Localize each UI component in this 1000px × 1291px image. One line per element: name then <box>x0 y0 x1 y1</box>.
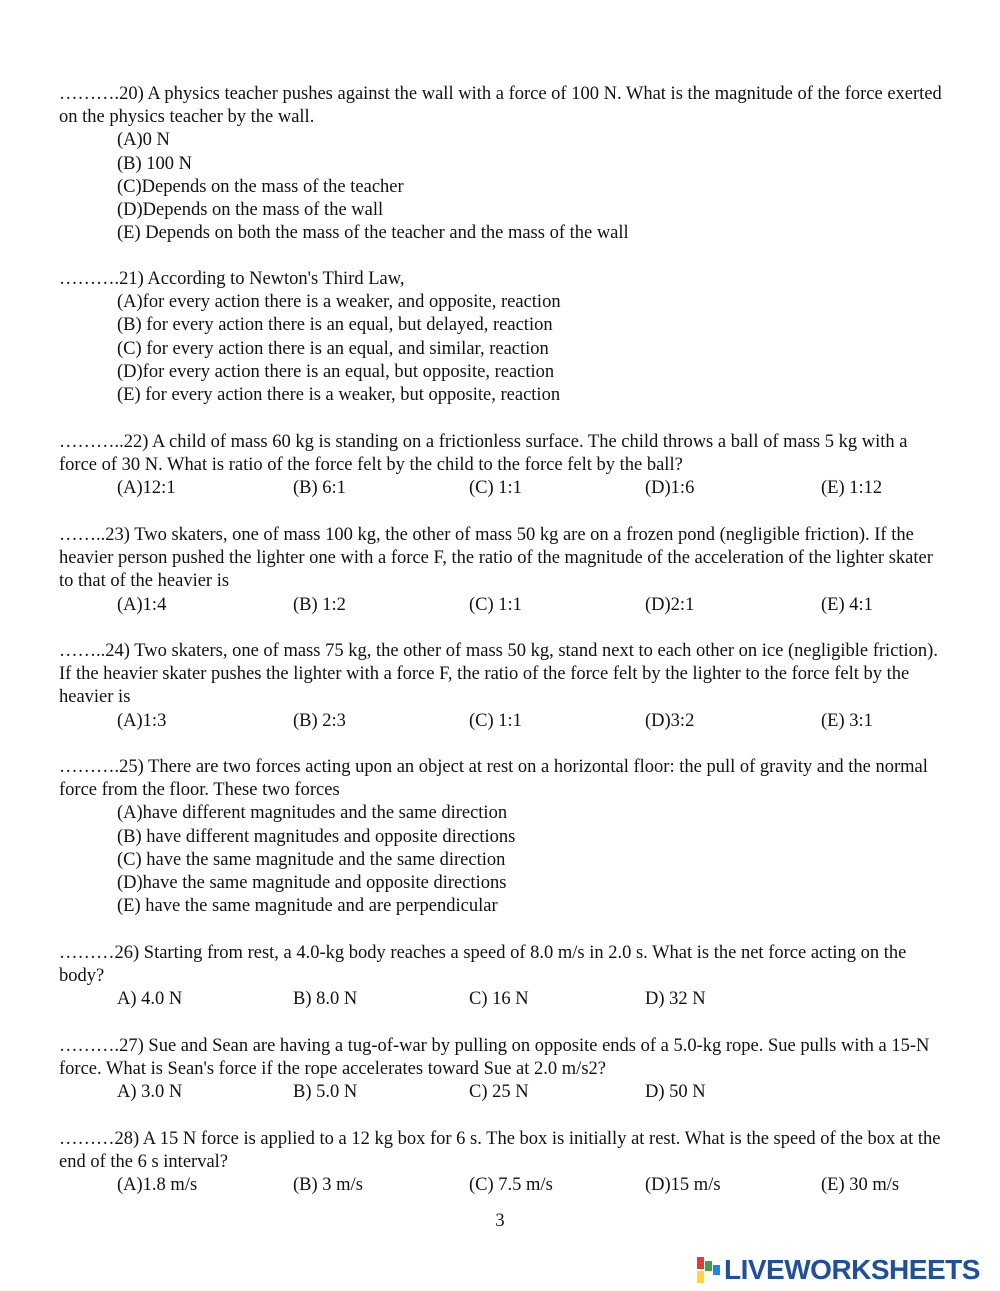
option-d: (D)3:2 <box>645 710 695 731</box>
option-b: B) 5.0 N <box>293 1082 358 1103</box>
option-a: (A)1.8 m/s <box>117 1175 198 1196</box>
question-stem: ……..24) Two skaters, one of mass 75 kg, the other of mass 50 kg, stand next to each other on ice (negligible friction). If the heavier skater pushes the lighter with a force F, the ratio of the force felt by the lighter to the force felt by the heavier is <box>59 641 938 708</box>
option-d: D) 50 N <box>645 1082 706 1103</box>
option-d: D) 32 N <box>645 989 706 1010</box>
option-e: (E) 30 m/s <box>821 1175 900 1196</box>
option-row <box>59 594 949 617</box>
question-23 <box>59 524 949 617</box>
option-c: C) 25 N <box>469 1082 529 1103</box>
option-e: (E) 4:1 <box>821 594 873 615</box>
question-stem: ………26) Starting from rest, a 4.0-kg body reaches a speed of 8.0 m/s in 2.0 s. What is the net force acting on the body? <box>59 943 907 987</box>
option-e: (E) have the same magnitude and are perpendicular <box>117 896 498 917</box>
option-b: B) 8.0 N <box>293 989 358 1010</box>
option-c: (C) 7.5 m/s <box>469 1175 553 1196</box>
option-row <box>59 1081 949 1104</box>
page-number: 3 <box>495 1211 505 1231</box>
option-b: (B) 100 N <box>117 153 193 174</box>
option-e: (E) for every action there is a weaker, but opposite, reaction <box>117 385 561 406</box>
option-d: (D)1:6 <box>645 478 695 499</box>
option-b: (B) 6:1 <box>293 478 346 499</box>
option-b: (B) 3 m/s <box>293 1175 363 1196</box>
option-row <box>59 988 949 1011</box>
liveworksheets-logo <box>697 1255 980 1285</box>
option-a: (A)1:3 <box>117 710 167 731</box>
option-b: (B) 1:2 <box>293 594 346 615</box>
option-a: (A)12:1 <box>117 478 176 499</box>
option-e: (E) 1:12 <box>821 478 883 499</box>
option-e: (E) 3:1 <box>821 710 873 731</box>
option-d: (D)2:1 <box>645 594 695 615</box>
question-stem: ………..22) A child of mass 60 kg is standing on a frictionless surface. The child throws a ball of mass 5 kg with a force of 30 N. What is ratio of the force felt by the child to the force felt by the ball? <box>59 432 908 476</box>
question-26 <box>59 942 949 1012</box>
option-b: (B) for every action there is an equal, but delayed, reaction <box>117 315 553 336</box>
liveworksheets-mark-icon <box>697 1257 721 1283</box>
option-c: (C) 1:1 <box>469 710 522 731</box>
option-a: (A)0 N <box>117 130 170 151</box>
question-stem: ……….25) There are two forces acting upon an object at rest on a horizontal floor: the pull of gravity and the normal force from the floor. These two forces <box>59 757 928 801</box>
question-stem: ………28) A 15 N force is applied to a 12 kg box for 6 s. The box is initially at rest. What is the speed of the box at the end of the 6 s interval? <box>59 1129 941 1173</box>
option-d: (D)15 m/s <box>645 1175 721 1196</box>
question-24 <box>59 640 949 733</box>
option-b: (B) 2:3 <box>293 710 346 731</box>
question-27 <box>59 1035 949 1105</box>
option-row <box>59 710 949 733</box>
question-stem: ……..23) Two skaters, one of mass 100 kg, the other of mass 50 kg are on a frozen pond (negligible friction). If the heavier person pushed the lighter one with a force F, the ratio of the magnitude of the acceleration of the lighter skater to that of the heavier is <box>59 525 933 592</box>
option-b: (B) have different magnitudes and opposite directions <box>117 826 516 847</box>
option-a: (A)1:4 <box>117 594 167 615</box>
option-a: A) 4.0 N <box>117 989 183 1010</box>
option-c: C) 16 N <box>469 989 529 1010</box>
question-28 <box>59 1128 949 1198</box>
option-c: (C)Depends on the mass of the teacher <box>117 176 404 197</box>
question-22 <box>59 431 949 501</box>
question-21 <box>59 268 949 407</box>
question-stem: ……….27) Sue and Sean are having a tug-of-war by pulling on opposite ends of a 5.0-kg rope. Sue pulls with a 15-N force. What is Sean's force if the rope accelerates toward Sue at 2.0 m/s2? <box>59 1036 930 1080</box>
option-c: (C) for every action there is an equal, and similar, reaction <box>117 338 549 359</box>
option-row <box>59 1174 949 1197</box>
option-a: (A)for every action there is a weaker, and opposite, reaction <box>117 292 561 313</box>
option-d: (D)Depends on the mass of the wall <box>117 200 384 221</box>
option-a: (A)have different magnitudes and the same direction <box>117 803 508 824</box>
question-25 <box>59 756 949 918</box>
option-e: (E) Depends on both the mass of the teacher and the mass of the wall <box>117 223 629 244</box>
question-stem: ……….21) According to Newton's Third Law, <box>59 269 405 289</box>
logo-text: LIVEWORKSHEETS <box>724 1254 980 1285</box>
option-c: (C) have the same magnitude and the same direction <box>117 849 506 870</box>
option-d: (D)have the same magnitude and opposite directions <box>117 873 507 894</box>
option-a: A) 3.0 N <box>117 1082 183 1103</box>
option-d: (D)for every action there is an equal, but opposite, reaction <box>117 361 555 382</box>
question-stem: ……….20) A physics teacher pushes against the wall with a force of 100 N. What is the magnitude of the force exerted on the physics teacher by the wall. <box>59 84 942 128</box>
question-20 <box>59 83 949 245</box>
option-row <box>59 477 949 500</box>
option-c: (C) 1:1 <box>469 594 522 615</box>
option-c: (C) 1:1 <box>469 478 522 499</box>
